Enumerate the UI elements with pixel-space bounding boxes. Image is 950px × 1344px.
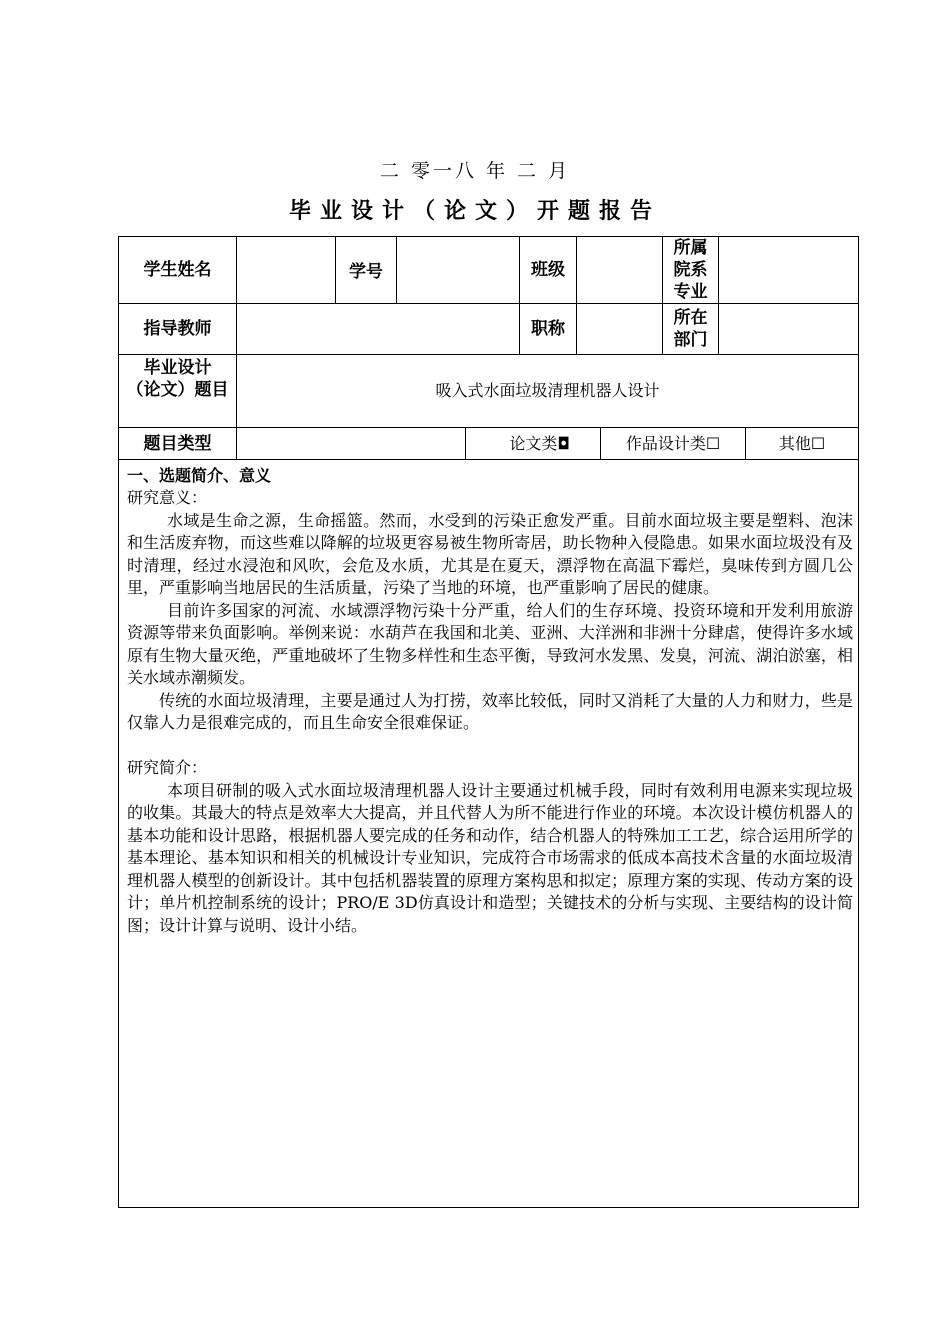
type-design-option[interactable]: 作品设计类☐ <box>625 433 721 453</box>
advisor-label: 指导教师 <box>143 319 212 339</box>
advisor-field[interactable] <box>237 304 519 354</box>
topic-value: 吸入式水面垃圾清理机器人设计 <box>435 381 660 400</box>
department2-field[interactable] <box>719 304 858 354</box>
student-name-field[interactable] <box>237 237 335 303</box>
section-body <box>127 487 853 937</box>
section-heading: 一、选题简介、意义 <box>127 466 272 485</box>
department-field[interactable] <box>719 237 858 303</box>
position-label: 职称 <box>531 319 565 339</box>
student-id-field[interactable] <box>397 237 519 303</box>
position-field[interactable] <box>577 304 662 354</box>
topic-label <box>119 355 236 427</box>
student-name-label: 学生姓名 <box>143 260 212 280</box>
student-id-label: 学号 <box>349 262 383 282</box>
paragraph: 本项目研制的吸入式水面垃圾清理机器人设计主要通过机械手段，同时有效利用电源来实现垃圾的收集。其最大的特点是效率大大提高，并且代替人为所不能进行作业的环境。本次设计模仿机器人的基本功能和设计思路，根据机器人要完成的任务和动作，结合机器人的特殊加工工艺，综合运用所学的基本理论、基本知识和相关的机械设计专业知识，完成符合市场需求的低成本高技术含量的水面垃圾清理机器人模型的创新设计。其中包括机器装置的原理方案构思和拟定；原理方案的实现、传动方案的设计；单片机控制系统的设计；PRO/E 3D仿真设计和造型；关键技术的分析与实现、主要结构的设计简图；设计计算与说明、设计小结。 <box>127 780 853 935</box>
paragraph: 水域是生命之源，生命摇篮。然而，水受到的污染正愈发严重。目前水面垃圾主要是塑料、泡沫和生活废弃物，而这些难以降解的垃圾更容易被生物所寄居，助长物种入侵隐患。如果水面垃圾没有及时清理，经过水浸泡和风吹，会危及水质，尤其是在夏天，漂浮物在高温下霉烂，臭味传到方圆几公里，严重影响当地居民的生活质量，污染了当地的环境，也严重影响了居民的健康。 <box>127 510 853 597</box>
significance-label: 研究意义： <box>127 488 208 507</box>
type-blank <box>237 428 465 459</box>
department-label-line2: 院系 <box>673 260 708 280</box>
department2-label <box>663 304 718 354</box>
report-date: 二 零一八 年 二 月 <box>379 160 571 182</box>
class-field[interactable] <box>577 237 662 303</box>
paragraph: 传统的水面垃圾清理，主要是通过人为打捞，效率比较低，同时又消耗了大量的人力和财力，些是仅靠人力是很难完成的，而且生命安全很难保证。 <box>127 690 853 732</box>
intro-label: 研究简介： <box>127 758 208 777</box>
topic-label-line2: （论文）题目 <box>126 380 229 400</box>
proposal-form <box>118 236 859 1208</box>
type-paper-option[interactable]: 论文类◘ <box>509 433 570 453</box>
spacer <box>127 735 853 758</box>
topic-label-line1: 毕业设计 <box>143 358 212 378</box>
type-label: 题目类型 <box>143 433 212 454</box>
department2-label-line2: 部门 <box>673 330 708 350</box>
row-divider <box>119 459 858 460</box>
type-other-option[interactable]: 其他☐ <box>778 433 826 453</box>
paragraph: 目前许多国家的河流、水域漂浮物污染十分严重，给人们的生存环境、投资环境和开发利用旅游资源等带来负面影响。举例来说：水葫芦在我国和北美、亚洲、大洋洲和非洲十分肆虐，使得许多水域原有生物大量灭绝，严重地破坏了生物多样性和生态平衡，导致河水发黑、发臭，河流、湖泊淤塞，相关水域赤潮频发。 <box>127 600 853 687</box>
class-label: 班级 <box>531 260 565 280</box>
department-label-line1: 所属 <box>673 238 708 258</box>
department-label <box>663 237 718 303</box>
department2-label-line1: 所在 <box>673 308 708 328</box>
department-label-line3: 专业 <box>673 282 708 302</box>
report-title: 毕业设计（论文）开题报告 <box>288 199 661 224</box>
